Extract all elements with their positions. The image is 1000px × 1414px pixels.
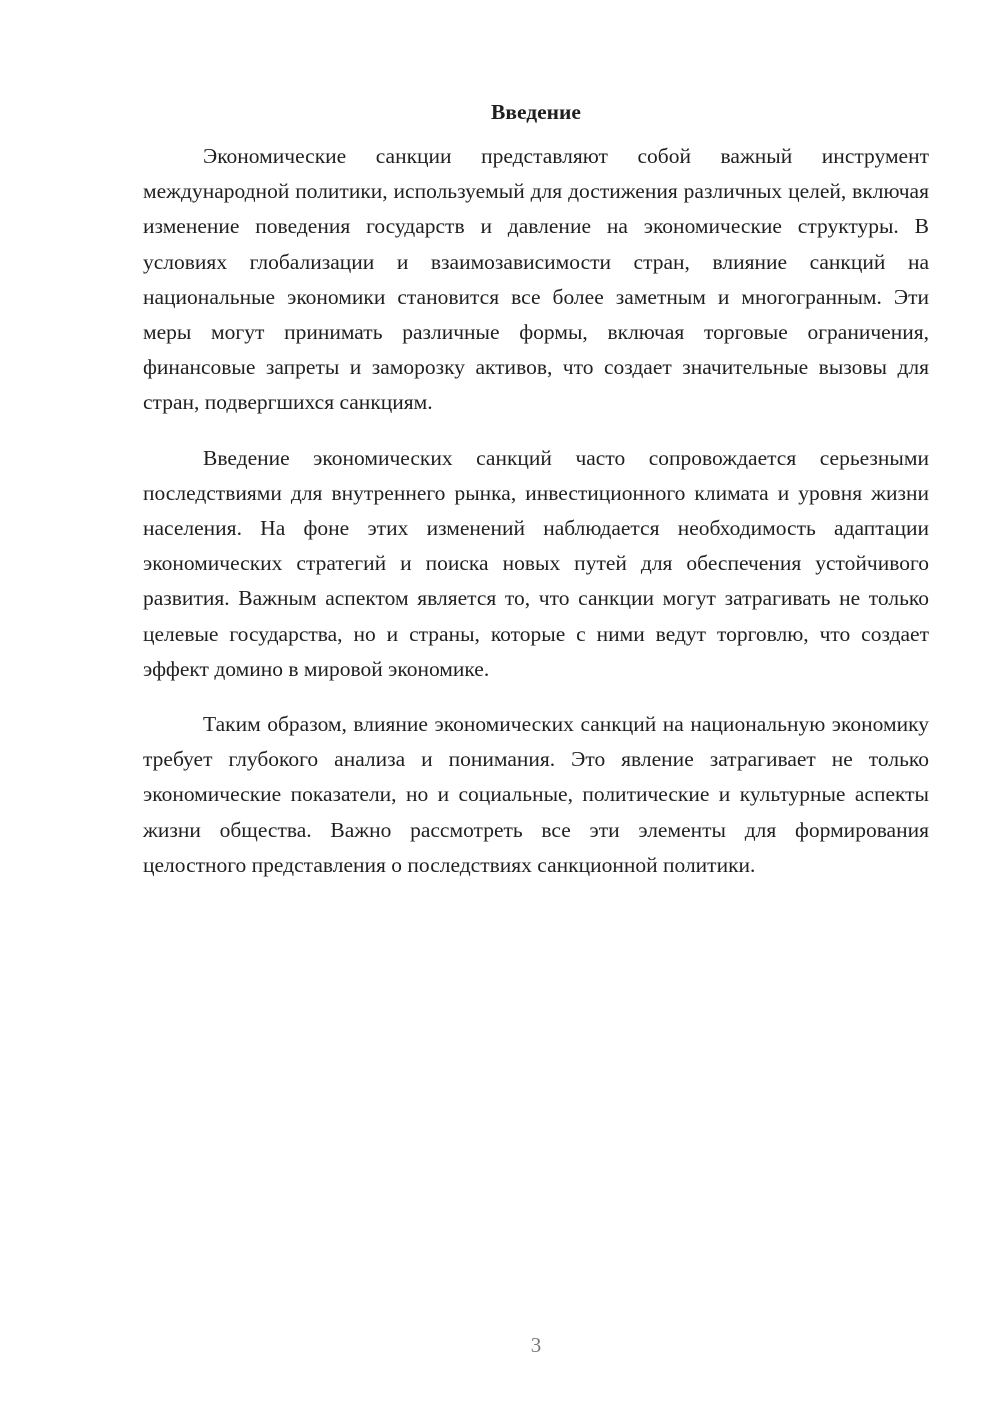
paragraph-2: Введение экономических санкций часто сопровождается серьезными последствиями для внутреннего рынка, инвестиционного климата и уровня жизни населения. На фоне этих изменений наблюдается необходимость адаптации экономических стратегий и поиска новых путей для обеспечения устойчивого развития. Важным аспектом является то, что санкции могут затрагивать не только целевые государства, но и страны, которые с ними ведут торговлю, что создает эффект домино в мировой экономике. [143, 445, 929, 681]
page-content [143, 96, 929, 883]
paragraph-1: Экономические санкции представляют собой важный инструмент международной политики, используемый для достижения различных целей, включая изменение поведения государств и давление на экономические структуры. В условиях глобализации и взаимозависимости стран, влияние санкций на национальные экономики становится все более заметным и многогранным. Эти меры могут принимать различные формы, включая торговые ограничения, финансовые запреты и заморозку активов, что создает значительные вызовы для стран, подвергшихся санкциям. [143, 144, 929, 415]
page-number: 3 [530, 1333, 542, 1357]
section-title: Введение [491, 100, 581, 124]
paragraph-3: Таким образом, влияние экономических санкций на национальную экономику требует глубокого анализа и понимания. Это явление затрагивает не только экономические показатели, но и социальные, политические и культурные аспекты жизни общества. Важно рассмотреть все эти элементы для формирования целостного представления о последствиях санкционной политики. [143, 712, 929, 877]
